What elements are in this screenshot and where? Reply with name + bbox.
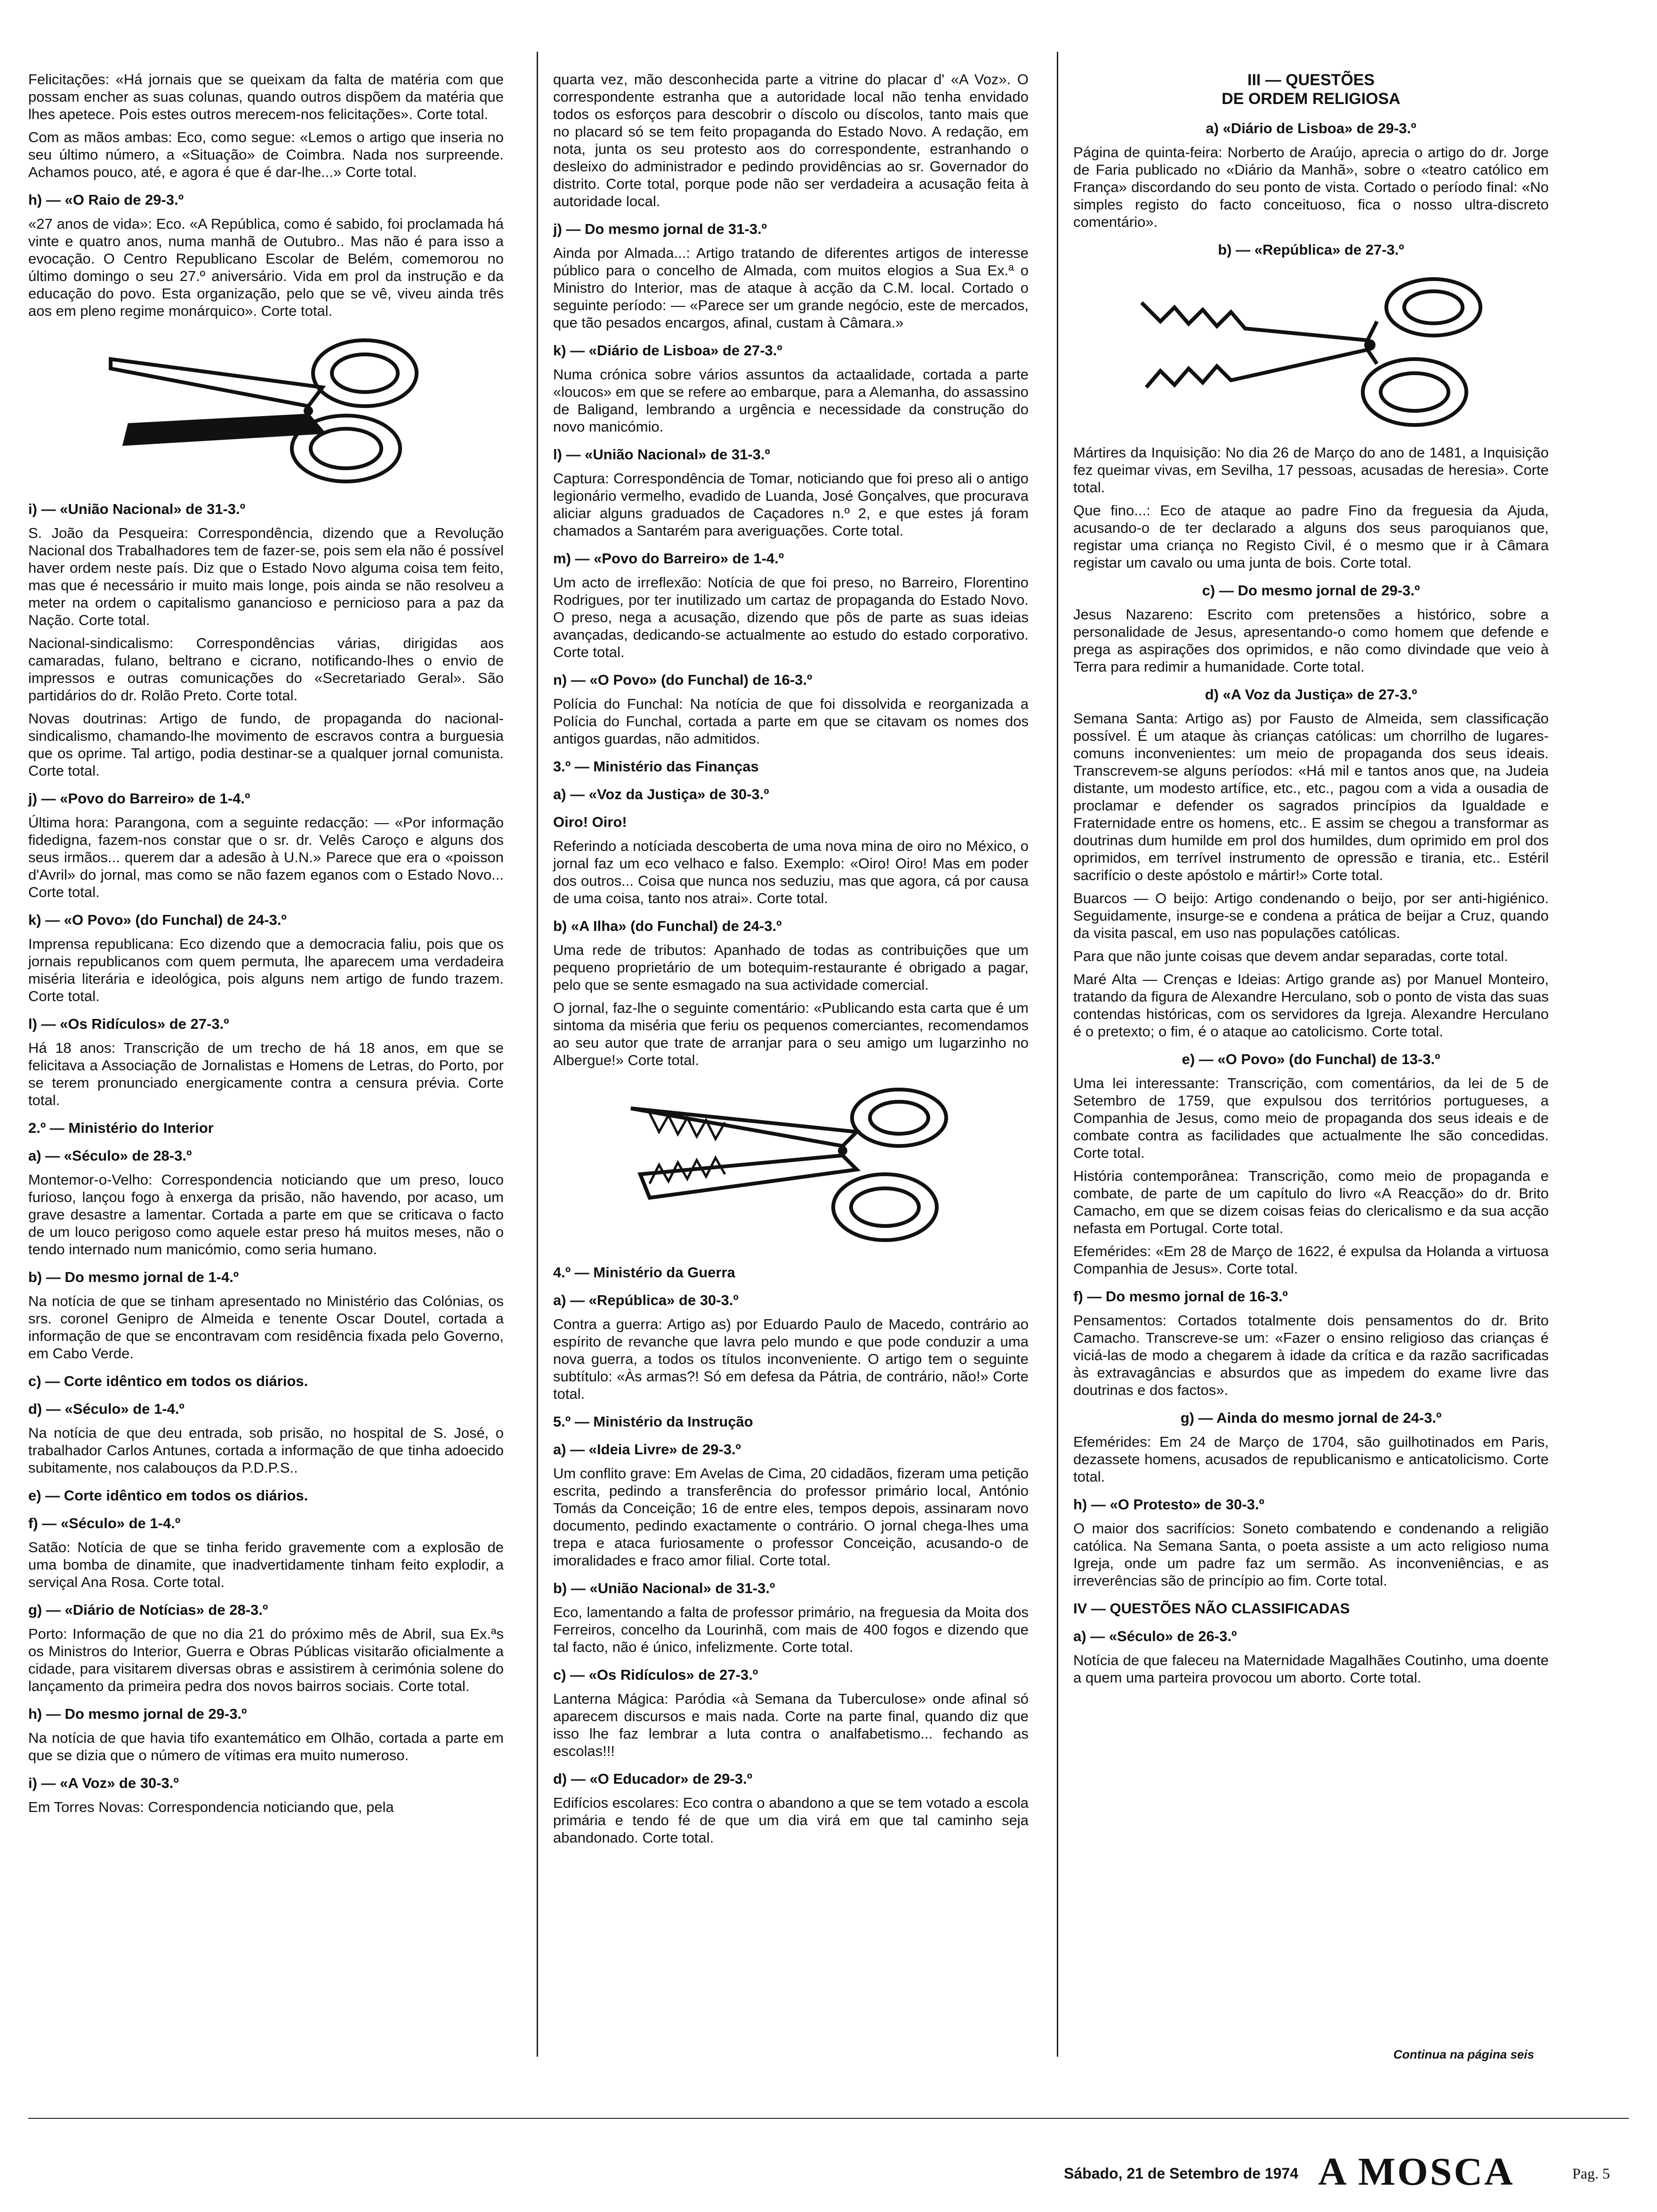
article-com-as-maos: Com as mãos ambas: Eco, como segue: «Lemos o artigo que inseria no seu último número, a «Situação» de Coimbra. Nada nos surpreende. Achamos pouco, até, e agora é que é dar-lhe...» Corte total. <box>28 129 504 180</box>
article-pensamentos: Pensamentos: Cortados totalmente dois pensamentos do dr. Brito Camacho. Transcreve-se um: «Fazer o ensino religioso das crianças é viciá-las de modo a chegarem à idade da crítica e da razão sacrificadas às extravagâncias e absurdos que as impedem do exame livre das doutrinas e dos factos». <box>1073 1312 1549 1398</box>
article-buarcos-corte: Para que não junte coisas que devem andar separadas, corte total. <box>1073 948 1508 964</box>
section-heading: a) — «República» de 30-3.º <box>553 1292 739 1308</box>
article-policia-funchal: Polícia do Funchal: Na notícia de que foi dissolvida e reorganizada a Polícia do Funchal, cortada a parte em que se citavam os nomes dos antigos guardas, não admitidos. <box>553 696 1029 747</box>
article-olhao: Na notícia de que havia tifo exantemático em Olhão, cortada a parte em que se dizia que o número de vítimas era muito numeroso. <box>28 1730 504 1763</box>
section-heading: h) — «O Protesto» de 30-3.º <box>1073 1496 1264 1513</box>
article-maternidade: Notícia de que faleceu na Maternidade Magalhães Coutinho, uma doente a quem uma parteira provocou um aborto. Corte total. <box>1073 1652 1549 1686</box>
section-heading: l) — «União Nacional» de 31-3.º <box>553 446 770 463</box>
article-voz-placar: quarta vez, mão desconhecida parte a vitrine do placar d' «A Voz». O correspondente estranha que a autoridade local não tenha envidado todos os esforços para descobrir o díscolo ou díscolos, tanto mais que no placard só se tem feito propaganda do Estado Novo. A redação, em nota, junta os seu protesto aos do correspondente, estranhando o desleixo do administrador e pedindo providências ao sr. Governador do distrito. Corte total, porque pode não ser verdadeira a acusação feita à autoridade local. <box>553 71 1029 209</box>
section-title-line: III — QUESTÕES <box>1247 71 1375 89</box>
section-heading: b) — «União Nacional» de 31-3.º <box>553 1580 775 1596</box>
article-conflito: Um conflito grave: Em Avelas de Cima, 20 cidadãos, fizeram uma petição escrita, pedindo a transferência do professor primário local, António Tomás da Conceição; 16 de entre eles, tempos depois, assinaram novo documento, pedindo exactamente o contrário. O jornal chega-lhes uma trepa e ataca furiosamente o professor Conceição, acusando-o de imoralidades e fraco amor filial. Corte total. <box>553 1465 1029 1569</box>
section-heading: d) — «O Educador» de 29-3.º <box>553 1771 753 1787</box>
column-1 <box>28 71 504 1821</box>
article-professor: Eco, lamentando a falta de professor primário, na freguesia da Moita dos Ferreiros, concelho da Lourinhã, com mais de 400 fogos e dizendo que tal facto, não é único, infelizmente. Corte total. <box>553 1604 1029 1655</box>
article-martires: Mártires da Inquisição: No dia 26 de Março do ano de 1481, a Inquisição fez queimar vivas, em Sevilha, 17 pessoas, acusadas de heresia». Corte total. <box>1073 444 1549 496</box>
article-edificios: Edifícios escolares: Eco contra o abandono a que se tem votado a escola primária e tendo fé de que um dia virá em que tal caminho seja abandonado. Corte total. <box>553 1795 1029 1846</box>
footer-rule <box>28 2118 1629 2119</box>
section-heading: 5.º — Ministério da Instrução <box>553 1413 753 1430</box>
section-heading: l) — «Os Ridículos» de 27-3.º <box>28 1016 229 1032</box>
section-heading: f) — «Século» de 1-4.º <box>28 1515 181 1531</box>
article-oiro: Referindo a notíciada descoberta de uma nova mina de oiro no México, o jornal faz um eco velhaco e falso. Exemplo: «Oiro! Oiro! Mas em poder dos outros... Coisa que nunca nos seduziu, mas que agora, cá por causa de uma coisa, tanto nos atrai». Corte total. <box>553 838 1029 906</box>
masthead-title: A MOSCA <box>1318 2150 1515 2194</box>
section-heading: h) — Do mesmo jornal de 29-3.º <box>28 1706 247 1722</box>
article-lei: Uma lei interessante: Transcrição, com comentários, da lei de 5 de Setembro de 1759, que expulsou dos territórios portugueses, a Companhia de Jesus, como meio de propaganda dos seus ideais e de combate contra as facilidades que actualmente lhe são concedidas. Corte total. <box>1073 1075 1549 1161</box>
article-irreflexao: Um acto de irreflexão: Notícia de que foi preso, no Barreiro, Florentino Rodrigues, por ter inutilizado um cartaz de propaganda do Estado Novo. O preso, nega a acusação, dizendo que pôs de parte as suas ideias avançadas, dedicando-se actualmente ao estudo do estado corporativo. Corte total. <box>553 574 1029 660</box>
section-heading: c) — «Os Ridículos» de 27-3.º <box>553 1667 758 1683</box>
article-imprensa: Imprensa republicana: Eco dizendo que a democracia faliu, pois que os jornais republicanos com quem permuta, lhe aparecem uma verdadeira miséria literária e ideológica, pois alguns nem artigo de fundo trazem. Corte total. <box>28 936 504 1004</box>
section-heading: j) — «Povo do Barreiro» de 1-4.º <box>28 790 250 807</box>
article-tributos: Uma rede de tributos: Apanhado de todas as contribuições que um pequeno proprietário de um botequim-restaurante é obrigado a pagar, pelo que se sente esmagado na sua actividade comercial. <box>553 942 1029 993</box>
scissors-illustration <box>621 1080 960 1250</box>
section-heading: a) — «Século» de 28-3.º <box>28 1147 192 1164</box>
section-title <box>1073 71 1549 108</box>
article-baligand: Numa crónica sobre vários assuntos da actaalidade, cortada a parte «loucos» em que se refere ao embarque, para a Alemanha, do assassino de Baligand, lembrando a urgência e necessidade da construção do novo manicómio. <box>553 366 1029 435</box>
article-efemerides-1: Efemérides: «Em 28 de Março de 1622, é expulsa da Holanda a virtuosa Companhia de Jesus». Corte total. <box>1073 1243 1549 1277</box>
section-heading: n) — «O Povo» (do Funchal) de 16-3.º <box>553 672 812 688</box>
article-sao-jose: Na notícia de que deu entrada, sob prisão, no hospital de S. José, o trabalhador Carlos Antunes, cortada a informação de que tinha adoecido subitamente, nos calabouços da P.D.P.S.. <box>28 1425 504 1476</box>
section-heading: IV — QUESTÕES NÃO CLASSIFICADAS <box>1073 1600 1350 1617</box>
scissors-illustration <box>101 331 431 486</box>
section-heading: i) — «A Voz» de 30-3.º <box>28 1775 179 1791</box>
article-ultima-hora: Última hora: Parangona, com a seguinte redacção: — «Por informação fidedigna, fazem-nos constar que o sr. dr. Velês Caroço e alguns dos seus irmãos... querem dar a adesão à U.N.» Parece que era o «poisson d'Avril» do jornal, mas como se não fazem eganos com o Estado Novo... Corte total. <box>28 814 504 900</box>
section-heading: g) — Ainda do mesmo jornal de 24-3.º <box>1180 1410 1442 1426</box>
issue-date: Sábado, 21 de Setembro de 1974 <box>1064 2165 1298 2182</box>
scissors-illustration <box>1132 270 1490 430</box>
section-heading: g) — «Diário de Notícias» de 28-3.º <box>28 1602 268 1618</box>
article-27-anos: «27 anos de vida»: Eco. «A República, como é sabido, foi proclamada há vinte e quatro anos, numa manhã de Outubro.. Mas não é para isso a evocação. O Centro Republicano Escolar de Belém, comemorou no último domingo o seu 27.º aniversário. Vida em prol da instrução e da educação do povo. Esta organização, pelo que se vê, viveu ainda três aos em pleno regime monárquico». Corte total. <box>28 216 504 319</box>
section-heading: c) — Corte idêntico em todos os diários. <box>28 1373 308 1389</box>
column-rule <box>1057 52 1058 2057</box>
page-number: Pag. 5 <box>1572 2165 1610 2182</box>
article-almada: Ainda por Almada...: Artigo tratando de diferentes artigos de interesse público para o concelho de Almada, com muitos elogios a Sua Ex.ª o Ministro do Interior, mas de ataque à acção da C.M. local. Cortado o seguinte período: — «Parece ser um grande negócio, este de mercados, que tão pesados encargos, afinal, custam à Câmara.» <box>553 245 1029 331</box>
column-2 <box>553 71 1029 1852</box>
section-heading: 4.º — Ministério da Guerra <box>553 1264 735 1281</box>
article-historia: História contemporânea: Transcrição, como meio de propaganda e combate, de parte de um capítulo do livro «A Reacção» do dr. Brito Camacho, em que se dizem coisas feias do clericalismo e da sua acção nefasta em Portugal. Corte total. <box>1073 1168 1549 1236</box>
article-porto: Porto: Informação de que no dia 21 do próximo mês de Abril, sua Ex.ªs os Ministros do Interior, Guerra e Obras Públicas visitarão oficialmente a cidade, para visitarem diversas obras e assistirem à cerimónia solene do lançamento da primeira pedra dos novos bairros sociais. Corte total. <box>28 1626 504 1694</box>
section-title-line: DE ORDEM RELIGIOSA <box>1222 90 1400 108</box>
section-heading: a) — «Século» de 26-3.º <box>1073 1628 1237 1644</box>
section-heading: j) — Do mesmo jornal de 31-3.º <box>553 221 767 237</box>
article-satao: Satão: Notícia de que se tinha ferido gravemente com a explosão de uma bomba de dinamite, que inadvertidamente tinham feito explodir, a serviçal Ana Rosa. Corte total. <box>28 1539 504 1590</box>
section-heading: d) «A Voz da Justiça» de 27-3.º <box>1205 686 1417 703</box>
section-heading: c) — Do mesmo jornal de 29-3.º <box>1202 582 1420 599</box>
section-heading: f) — Do mesmo jornal de 16-3.º <box>1073 1288 1288 1305</box>
article-que-fino: Que fino...: Eco de ataque ao padre Fino da freguesia da Ajuda, acusando-o de ter declarado a alguns dos seus paroquianos que, registar uma criança no Registo Civil, é o mesmo que ir à Câmara registar um cavalo ou uma junta de bois. Corte total. <box>1073 502 1549 571</box>
section-heading: b) — Do mesmo jornal de 1-4.º <box>28 1269 239 1285</box>
section-heading: b) «A Ilha» (do Funchal) de 24-3.º <box>553 918 782 934</box>
article-jesus-nazareno: Jesus Nazareno: Escrito com pretensões a histórico, sobre a personalidade de Jesus, apresentando-o como homem que defende e prega as aspirações dos oprimidos, e não como divindade que veio à Terra para redimir a humanidade. Corte total. <box>1073 606 1549 675</box>
article-torres-novas: Em Torres Novas: Correspondencia noticiando que, pela <box>28 1799 394 1815</box>
article-contra-guerra: Contra a guerra: Artigo as) por Eduardo Paulo de Macedo, contrário ao espírito de revanche que lavra pelo mundo e que pode conduzir a uma nova guerra, a todos os títulos inconveniente. O artigo tem o seguinte subtítulo: «Às armas?! Só em defesa da Pátria, de contrário, não!» Corte total. <box>553 1316 1029 1402</box>
article-albergue: O jornal, faz-lhe o seguinte comentário: «Publicando esta carta que é um sintoma da miséria que feriu os pequenos comerciantes, recomendamos ao seu autor que trate de arranjar para o seu amigo um lugarzinho no Albergue!» Corte total. <box>553 1000 1029 1068</box>
section-heading: a) — «Ideia Livre» de 29-3.º <box>553 1441 741 1458</box>
continued-note: Continua na página seis <box>1393 2047 1535 2061</box>
article-nacional-sindicalismo: Nacional-sindicalismo: Correspondências várias, dirigidas aos camaradas, fulano, beltrano e cicrano, notificando-lhes o envio de impressos e outras comunicações do «Secretariado Geral». São partidários do dr. Rolão Preto. Corte total. <box>28 635 504 704</box>
section-heading: i) — «União Nacional» de 31-3.º <box>28 501 245 517</box>
article-semana-santa: Semana Santa: Artigo as) por Fausto de Almeida, sem classificação possível. É um ataque às crianças católicas: um chorrilho de lugares-comuns inconvenientes: um meio de propaganda dos seus ideais. Transcrevem-se alguns períodos: «Há mil e tantos anos que, na Judeia distante, um modesto artífice, etc., etc., pagou com a vida a ousadia de proclamar e defender os sagrados princípios da Igualdade e Fraternidade entre os homens, etc.. E assim se chegou a transformar as doutrinas dum humilde em prol dos humildes, dum oprimido em prol dos oprimidos, em terrível instrumento de opressão e tirania, etc.. Estéril sacrifício o deste apóstolo e mártir!» Corte total. <box>1073 710 1549 883</box>
section-heading: k) — «O Povo» (do Funchal) de 24-3.º <box>28 912 287 928</box>
article-efemerides-2: Efemérides: Em 24 de Março de 1704, são guilhotinados em Paris, dezassete homens, acusados de republicanismo e anticatolicismo. Corte total. <box>1073 1434 1549 1485</box>
section-heading: e) — Corte idêntico em todos os diários. <box>28 1487 308 1504</box>
section-heading: e) — «O Povo» (do Funchal) de 13-3.º <box>1182 1051 1440 1067</box>
section-heading: k) — «Diário de Lisboa» de 27-3.º <box>553 342 782 359</box>
article-felicitacoes: Felicitações: «Há jornais que se queixam da falta de matéria com que possam encher as suas colunas, quando outros dispõem da matéria que lhes apetece. Pois estes outros merecem-nos felicitações». Corte total. <box>28 71 504 122</box>
section-heading: 3.º — Ministério das Finanças <box>553 758 759 775</box>
article-montemor: Montemor-o-Velho: Correspondencia noticiando que um preso, louco furioso, lançou fogo à enxerga da prisão, não havendo, por acaso, um grave desastre a lamentar. Cortada a parte em que se criticava o facto de um louco perigoso como aquele estar preso há muitos meses, não o tendo internado num manicómio, como seria humano. <box>28 1171 504 1258</box>
page-footer <box>1064 2146 1629 2194</box>
section-heading: a) — «Voz da Justiça» de 30-3.º <box>553 786 769 802</box>
section-heading: Oiro! Oiro! <box>553 814 627 830</box>
article-captura: Captura: Correspondência de Tomar, noticiando que foi preso ali o antigo legionário vermelho, evadido de Luanda, José Gonçalves, que procurava aliciar alguns graduados de Caçadores n.º 2, e que estes já foram chamados a Santarém para averiguações. Corte total. <box>553 470 1029 539</box>
section-heading: b) — «República» de 27-3.º <box>1218 241 1404 258</box>
section-heading: a) «Diário de Lisboa» de 29-3.º <box>1206 120 1416 136</box>
section-heading: m) — «Povo do Barreiro» de 1-4.º <box>553 550 784 567</box>
section-heading: d) — «Século» de 1-4.º <box>28 1401 185 1417</box>
article-colonias: Na notícia de que se tinham apresentado no Ministério das Colónias, os srs. coronel Genipro de Almeida e tenente Oscar Doutel, cortada a informação de que se encontravam com residência fixada pelo Governo, em Cabo Verde. <box>28 1293 504 1362</box>
section-heading: 2.º — Ministério do Interior <box>28 1120 214 1136</box>
column-rule <box>537 52 538 2057</box>
article-novas-doutrinas: Novas doutrinas: Artigo de fundo, de propaganda do nacional-sindicalismo, chamando-lhe movimento de escravos contra a burguesia que os oprime. Tal artigo, podia destinar-se a qualquer jornal comunista. Corte total. <box>28 710 504 779</box>
article-lanterna: Lanterna Mágica: Paródia «à Semana da Tuberculose» onde afinal só aparecem discursos e mais nada. Corte na parte final, quando diz que isso lhe faz lembrar a luta contra o analfabetismo... fechando as escolas!!! <box>553 1691 1029 1759</box>
article-quinta-feira: Página de quinta-feira: Norberto de Araújo, aprecia o artigo do dr. Jorge de Faria publicado no «Diário da Manhã», sobre o «teatro católico em França» discordando do seu ponto de vista. Cortado o período final: «No simples registo do facto conceituoso, fica o nosso ultra-discreto comentário». <box>1073 144 1549 230</box>
article-mare-alta: Maré Alta — Crenças e Ideias: Artigo grande as) por Manuel Monteiro, tratando da figura de Alexandre Herculano, sob o ponto de vista das suas contendas históricas, com os servidores da Igreja. Alexandre Herculano é o pretexto; o fim, é o ataque ao catolicismo. Corte total. <box>1073 971 1549 1040</box>
column-3 <box>1073 71 1549 1692</box>
article-buarcos: Buarcos — O beijo: Artigo condenando o beijo, por ser anti-higiénico. Seguidamente, insurge-se e condena a prática de beijar a Cruz, quando da visita pascal, em uso nas populações católicas. <box>1073 890 1549 941</box>
section-heading: h) — «O Raio de 29-3.º <box>28 192 184 208</box>
article-sao-joao: S. João da Pesqueira: Correspondência, dizendo que a Revolução Nacional dos Trabalhadores tem de fazer-se, pois sem ela não é possível haver ordem neste país. Diz que o Estado Novo alguma coisa tem feito, mas que é necessário ir muito mais longe, pois ainda se não resolveu a meter na ordem o capitalismo ganancioso e pernicioso para a paz da Nação. Corte total. <box>28 525 504 628</box>
article-sacrificios: O maior dos sacrifícios: Soneto combatendo e condenando a religião católica. Na Semana Santa, o poeta assiste a um acto religioso numa Igreja, onde um padre faz um sermão. As inconveniências, e as irreverências são de princípio ao fim. Corte total. <box>1073 1520 1549 1589</box>
article-18-anos: Há 18 anos: Transcrição de um trecho de há 18 anos, em que se felicitava a Associação de Jornalistas e Homens de Letras, do Porto, por se terem pronunciado energicamente contra a censura prévia. Corte total. <box>28 1040 504 1108</box>
